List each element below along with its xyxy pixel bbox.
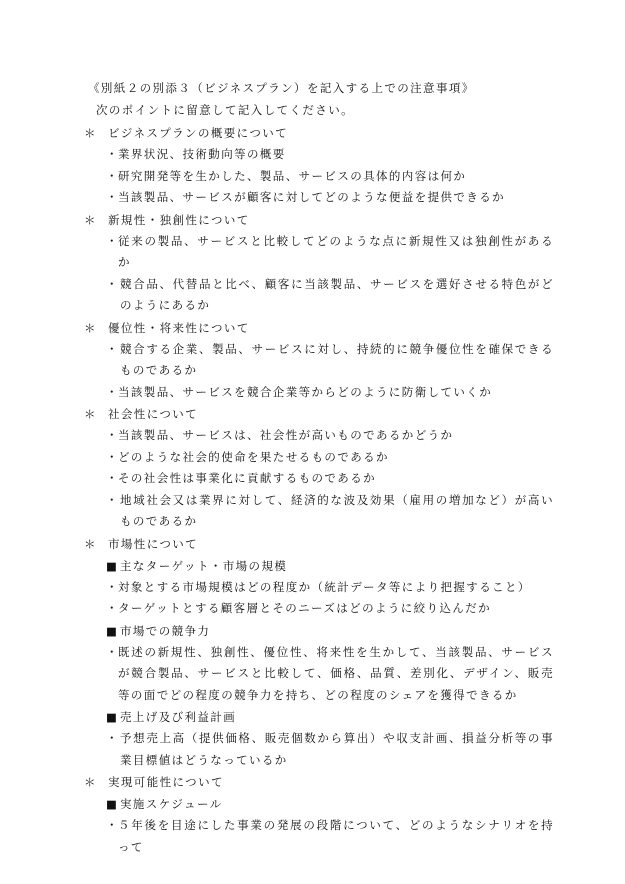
list-item bbox=[84, 577, 554, 599]
bullet: ・ bbox=[106, 471, 119, 485]
bullet: ・ bbox=[106, 449, 119, 464]
section-superiority bbox=[84, 317, 554, 404]
sub-heading bbox=[84, 555, 554, 577]
list-item bbox=[84, 274, 554, 317]
sub-heading bbox=[84, 793, 554, 815]
list-item bbox=[84, 339, 554, 382]
section-heading: 優位性・将来性について bbox=[108, 320, 250, 335]
bullet: ・ bbox=[106, 579, 119, 594]
bullet: ・ bbox=[106, 492, 119, 507]
sub-heading-text: 主なターゲット・市場の規模 bbox=[120, 558, 288, 573]
section-heading: 社会性について bbox=[108, 407, 199, 421]
section-heading: 新規性・独創性について bbox=[108, 212, 250, 227]
item-text: 対象とする市場規模はどの程度か（統計データ等により把握すること） bbox=[118, 579, 531, 594]
sub-heading-text: 実施スケジュール bbox=[120, 797, 223, 811]
section-heading: 実現可能性について bbox=[108, 775, 224, 789]
list-item bbox=[84, 728, 554, 771]
bullet: ・ bbox=[106, 731, 119, 745]
star-marker: ＊ bbox=[84, 536, 97, 551]
bullet: ・ bbox=[106, 384, 119, 399]
intro-text: 次のポイントに留意して記入してください。 bbox=[96, 103, 354, 117]
item-text: 競合品、代替品と比べ、顧客に当該製品、サービスを選好させる特色がどのようにあるか bbox=[120, 276, 554, 312]
item-text: 業界状況、技術動向等の概要 bbox=[118, 147, 286, 161]
bullet: ・ bbox=[106, 601, 119, 615]
bullet: ・ bbox=[106, 276, 119, 291]
list-item bbox=[84, 231, 554, 274]
bullet: ・ bbox=[106, 168, 119, 183]
list-item bbox=[84, 382, 554, 404]
sub-heading-text: 市場での競争力 bbox=[120, 623, 211, 638]
list-item bbox=[84, 166, 554, 188]
bullet: ・ bbox=[106, 341, 119, 356]
sub-heading bbox=[84, 706, 554, 728]
bullet: ・ bbox=[106, 644, 119, 659]
sub-heading-text: 売上げ及び利益計画 bbox=[120, 710, 237, 724]
item-text: 既述の新規性、独創性、優位性、将来性を生かして、当該製品、サービスが競合製品、サービスと比較して、価格、品質、差別化、デザイン、販売等の面でどの程度の競争力を持ち、どの程度のシェアを獲得できるか bbox=[118, 644, 554, 702]
item-text: ５年後を目途にした事業の発展の段階について、どのようなシナリオを持って bbox=[118, 818, 554, 854]
bullet: ・ bbox=[106, 190, 119, 204]
star-marker: ＊ bbox=[84, 775, 97, 789]
square-marker: ■ bbox=[106, 710, 119, 724]
item-text: 予想売上高（提供価格、販売個数から算出）や収支計画、損益分析等の事業目標値はどうなっているか bbox=[120, 731, 554, 767]
list-item bbox=[84, 642, 554, 707]
item-text: 地域社会又は業界に対して、経済的な波及効果（雇用の増加など）が高いものであるか bbox=[120, 492, 554, 528]
item-text: 従来の製品、サービスと比較してどのような点に新規性又は独創性があるか bbox=[118, 233, 554, 269]
section-feasibility bbox=[84, 771, 554, 858]
square-marker: ■ bbox=[106, 623, 119, 638]
star-marker: ＊ bbox=[84, 126, 97, 140]
star-marker: ＊ bbox=[84, 320, 97, 335]
square-marker: ■ bbox=[106, 797, 119, 811]
list-item bbox=[84, 187, 554, 209]
sub-heading bbox=[84, 620, 554, 642]
list-item bbox=[84, 425, 554, 447]
item-text: 当該製品、サービスが顧客に対してどのような便益を提供できるか bbox=[118, 190, 505, 204]
bullet: ・ bbox=[106, 233, 119, 248]
item-text: ターゲットとする顧客層とそのニーズはどのように絞り込んだか bbox=[118, 601, 492, 615]
list-item bbox=[84, 815, 554, 858]
section-sociality bbox=[84, 403, 554, 533]
item-text: どのような社会的使命を果たせるものであるか bbox=[118, 449, 389, 464]
document-title: 《別紙２の別添３（ビジネスプラン）を記入する上での注意事項》 bbox=[88, 81, 475, 95]
star-marker: ＊ bbox=[84, 407, 97, 421]
list-item bbox=[84, 490, 554, 533]
item-text: 研究開発等を生かした、製品、サービスの具体的内容は何か bbox=[118, 168, 467, 183]
item-text: 競合する企業、製品、サービスに対し、持続的に競争優位性を確保できるものであるか bbox=[120, 341, 554, 377]
item-text: その社会性は事業化に貢献するものであるか bbox=[118, 471, 376, 485]
section-heading: 市場性について bbox=[108, 536, 199, 551]
bullet: ・ bbox=[106, 428, 119, 442]
item-text: 当該製品、サービスは、社会性が高いものであるかどうか bbox=[118, 428, 454, 442]
content bbox=[84, 122, 554, 858]
list-item bbox=[84, 447, 554, 469]
section-marketability bbox=[84, 533, 554, 772]
list-item bbox=[84, 598, 554, 620]
section-heading: ビジネスプランの概要について bbox=[108, 126, 289, 140]
bullet: ・ bbox=[106, 818, 119, 832]
section-novelty bbox=[84, 209, 554, 317]
item-text: 当該製品、サービスを競合企業等からどのように防衛していくか bbox=[118, 384, 493, 399]
star-marker: ＊ bbox=[84, 212, 97, 227]
list-item bbox=[84, 468, 554, 490]
bullet: ・ bbox=[106, 147, 119, 161]
square-marker: ■ bbox=[106, 558, 119, 573]
list-item bbox=[84, 144, 554, 166]
section-overview bbox=[84, 122, 554, 209]
